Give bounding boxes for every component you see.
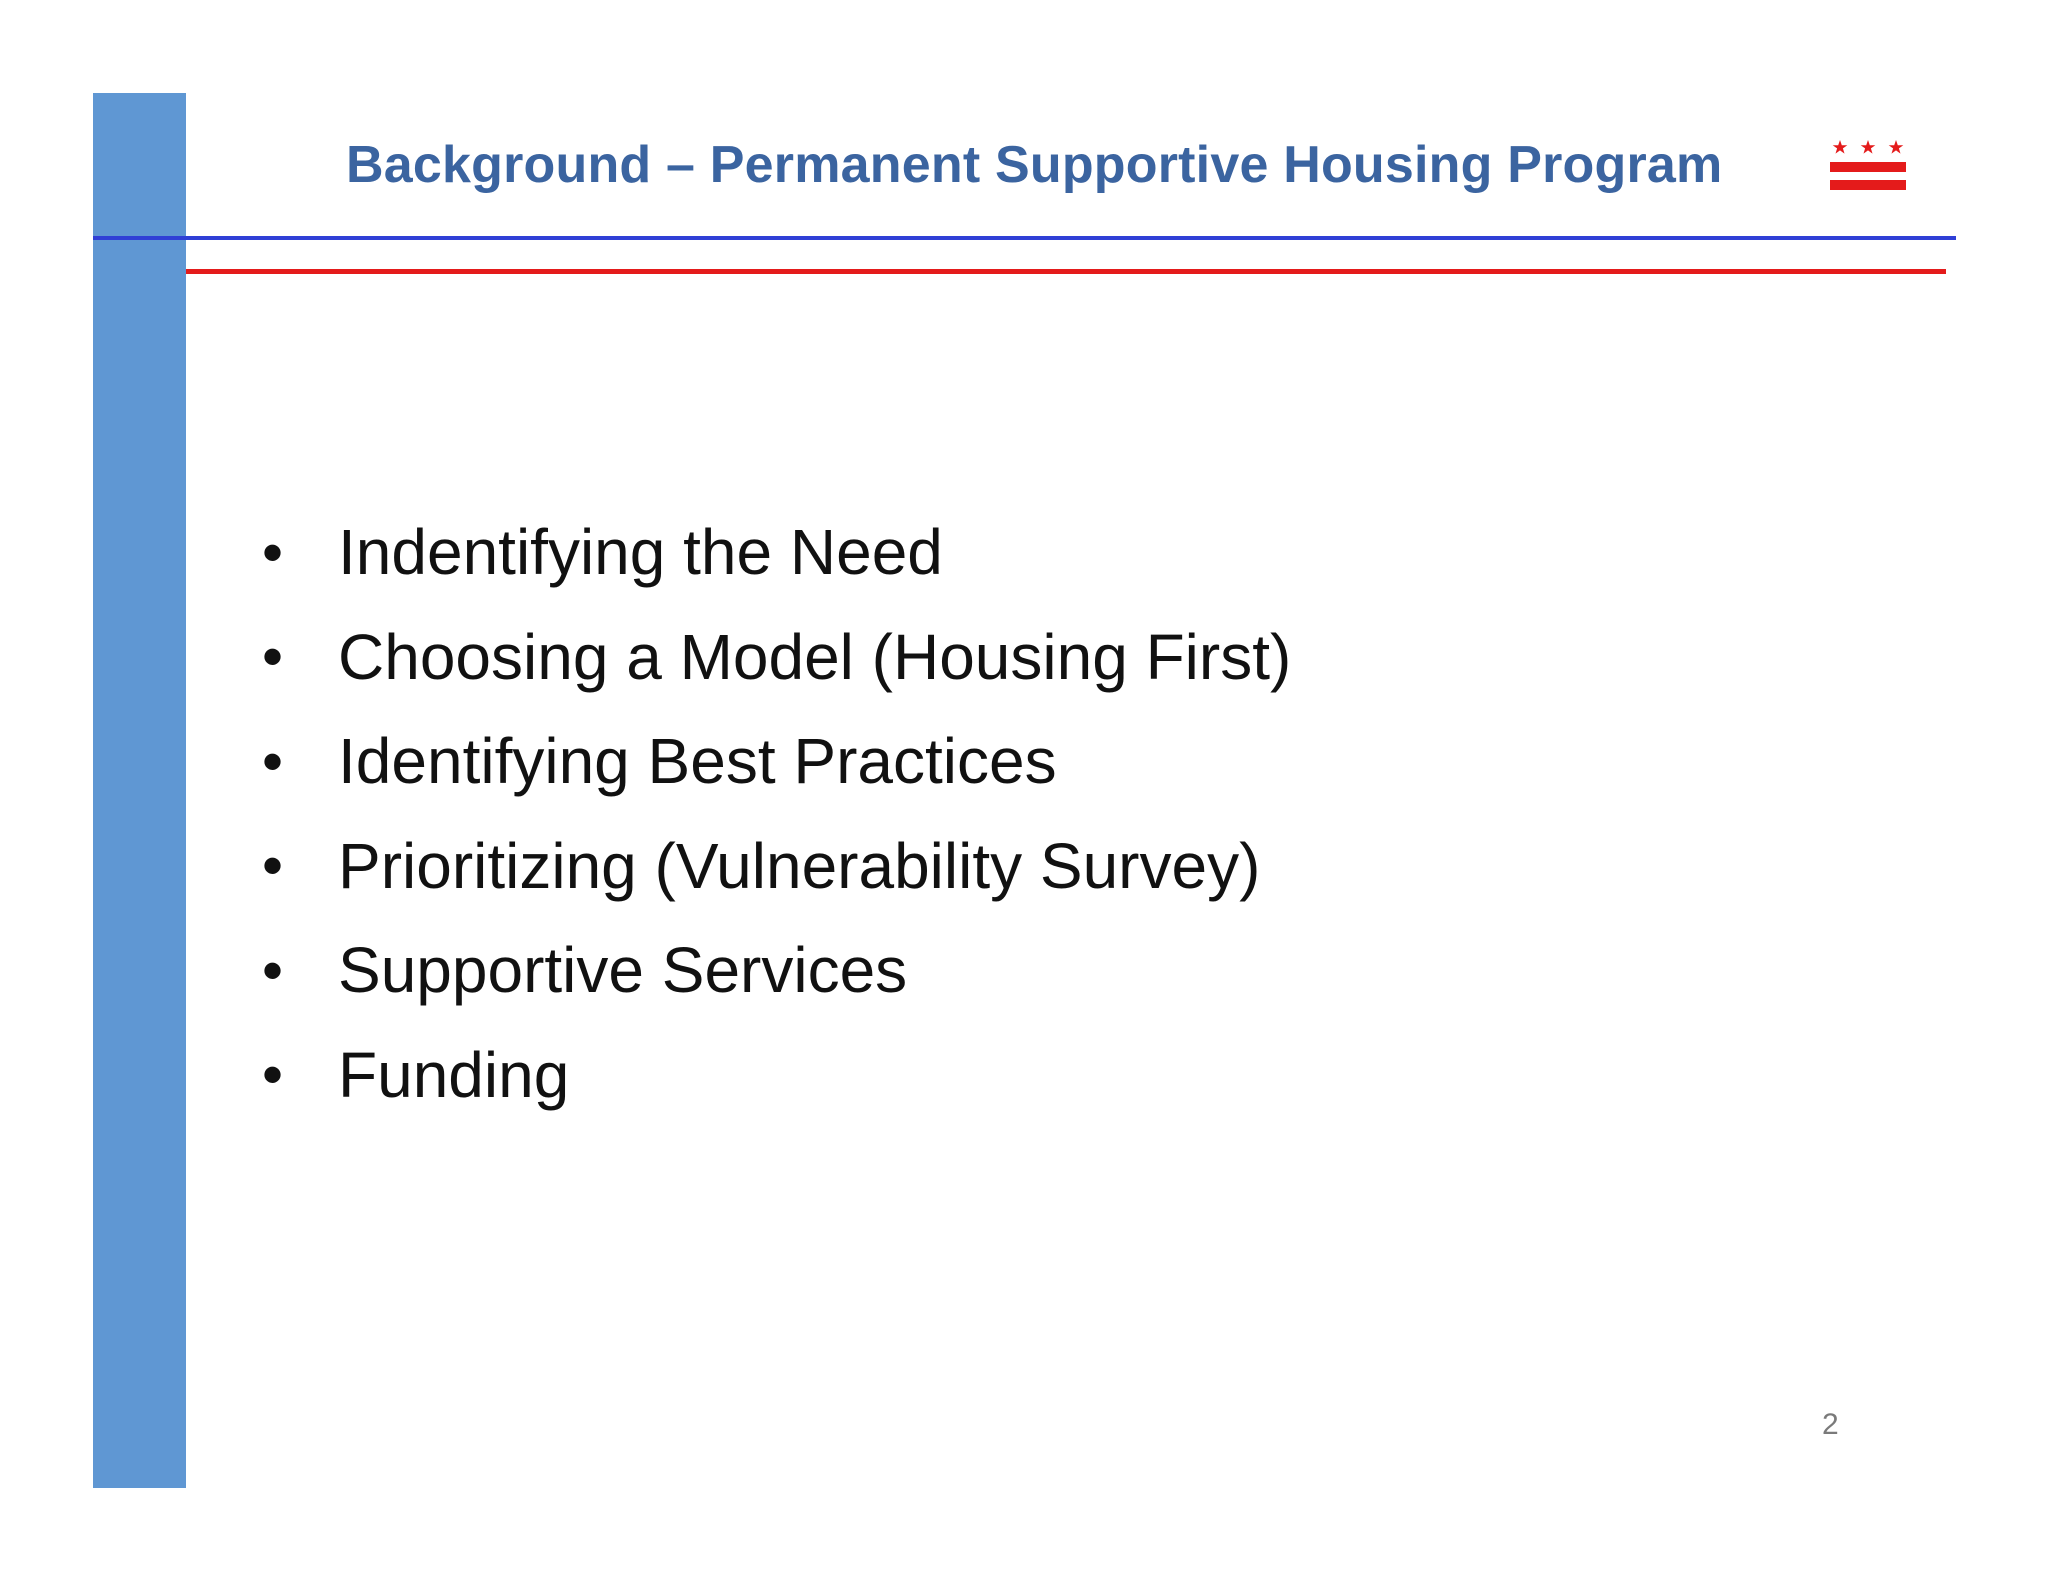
bullet-item	[262, 500, 1291, 605]
bullet-dot-icon: •	[262, 1041, 284, 1109]
dc-flag-icon	[1828, 138, 1908, 198]
bullet-text: Supportive Services	[338, 934, 908, 1007]
bullet-dot-icon: •	[262, 518, 284, 586]
header-rule-red	[186, 269, 1946, 274]
bullet-item	[262, 605, 1291, 710]
bullet-dot-icon: •	[262, 936, 284, 1004]
bullet-text: Choosing a Model (Housing First)	[338, 620, 1292, 693]
bullet-item	[262, 709, 1291, 814]
bullet-text: Identifying Best Practices	[338, 725, 1057, 798]
header-rule-blue	[93, 236, 1956, 240]
bullet-dot-icon: •	[262, 832, 284, 900]
bullet-item	[262, 814, 1291, 919]
bullet-item	[262, 1023, 1291, 1128]
bullet-text: Funding	[338, 1038, 570, 1111]
bullet-list	[262, 500, 1291, 1127]
bullet-dot-icon: •	[262, 623, 284, 691]
bullet-item	[262, 918, 1291, 1023]
slide-title: Background – Permanent Supportive Housing Program	[346, 136, 1723, 194]
bullet-dot-icon: •	[262, 727, 284, 795]
side-accent-bar	[93, 93, 186, 1488]
bullet-text: Indentifying the Need	[338, 516, 943, 589]
bullet-text: Prioritizing (Vulnerability Survey)	[338, 829, 1261, 902]
page-number: 2	[1822, 1408, 1839, 1441]
